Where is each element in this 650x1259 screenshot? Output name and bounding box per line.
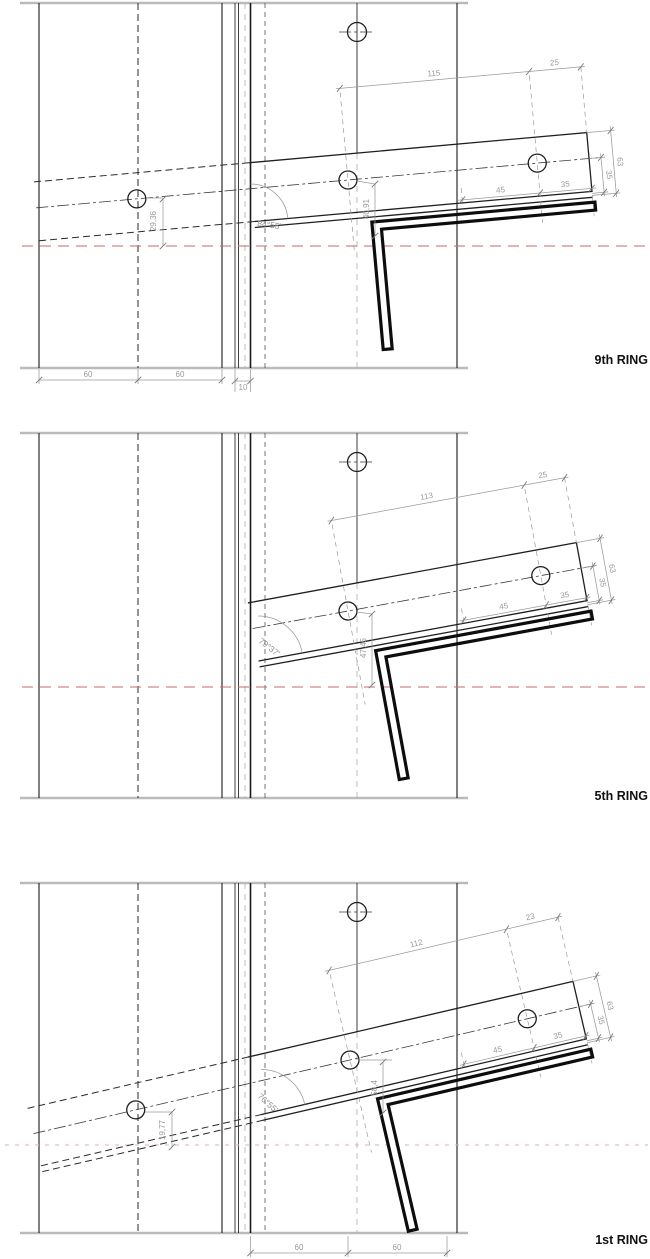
dim-line-pitch [460,597,591,621]
dim-width: 63 [615,156,625,167]
plate-outline [248,981,588,1120]
dim-width: 63 [604,1000,616,1012]
dim-top-end: 25 [549,57,560,68]
dim-line-top [336,66,585,88]
base-dim-1: 60 [83,370,93,379]
plate-outline [248,543,588,667]
bolt-hole-mid [338,601,359,622]
panel-9th-ring [20,3,648,392]
dim-width-lower: 35 [595,1014,607,1026]
panel-5th-ring [20,433,648,803]
ring-label: 5th RING [594,789,648,803]
dim-width: 63 [606,563,618,574]
dim-drop-left: 29,36 [149,210,158,232]
dim-pitch: 45 [492,1044,503,1056]
base-dim-1: 60 [294,1243,304,1252]
base-dim-lines [39,369,251,392]
dim-pitch: 45 [495,185,506,195]
base-dim-3: 10 [238,383,248,392]
dim-drop-left: 19,77 [158,1119,167,1141]
dim-top-end: 25 [537,469,548,481]
angle-label: 79°37' [256,635,282,659]
tilted-plate-group [234,461,647,801]
base-dim-2: 60 [392,1243,402,1252]
dim-drop-mid: 40,91 [362,198,371,220]
angle-bracket-profile [378,1049,622,1231]
wall-lines [39,3,457,368]
bolt-hole-mid [338,170,358,190]
panel-1st-ring [5,883,650,1259]
ring-label: 1st RING [595,1233,648,1247]
base-dim-lines [251,1236,448,1257]
dim-pitch-end: 35 [552,1030,564,1042]
plate-outline [249,133,592,228]
dim-top-len: 115 [427,68,441,79]
hidden-plate-edges [28,1057,263,1172]
dim-top-len: 112 [409,937,424,950]
wall-lines [39,883,457,1233]
wall-lines [39,433,457,798]
angle-label: 76°55' [255,1091,281,1115]
dim-top-end: 23 [524,911,536,923]
bolt-hole-right [530,565,551,586]
dim-drop-mid: 58,4 [370,1080,379,1096]
dim-width-lower: 35 [597,577,608,588]
dim-ticks [36,377,254,384]
angle-bracket-profile [372,202,606,349]
hidden-plate-edges [34,163,254,241]
ring-label: 9th RING [594,353,648,367]
tilted-plate-group [10,898,650,1259]
dim-pitch: 45 [498,601,509,612]
base-dim-2: 60 [175,370,185,379]
tilted-plate-group [27,53,639,379]
dim-drop-mid: 47,45 [359,637,368,659]
angle-arc [251,184,288,218]
dim-pitch-end: 35 [560,179,571,190]
dim-pitch-end: 35 [559,589,570,601]
dim-line-top [327,477,568,521]
plate-centerline [36,158,599,208]
bolt-hole-right [527,153,547,173]
extension-lines [331,478,598,705]
angle-label: 84°55' [256,218,282,232]
dim-width-lower: 35 [604,169,614,180]
dim-line-top [325,916,562,971]
dim-top-len: 113 [419,490,434,503]
angle-bracket-profile [376,611,615,779]
